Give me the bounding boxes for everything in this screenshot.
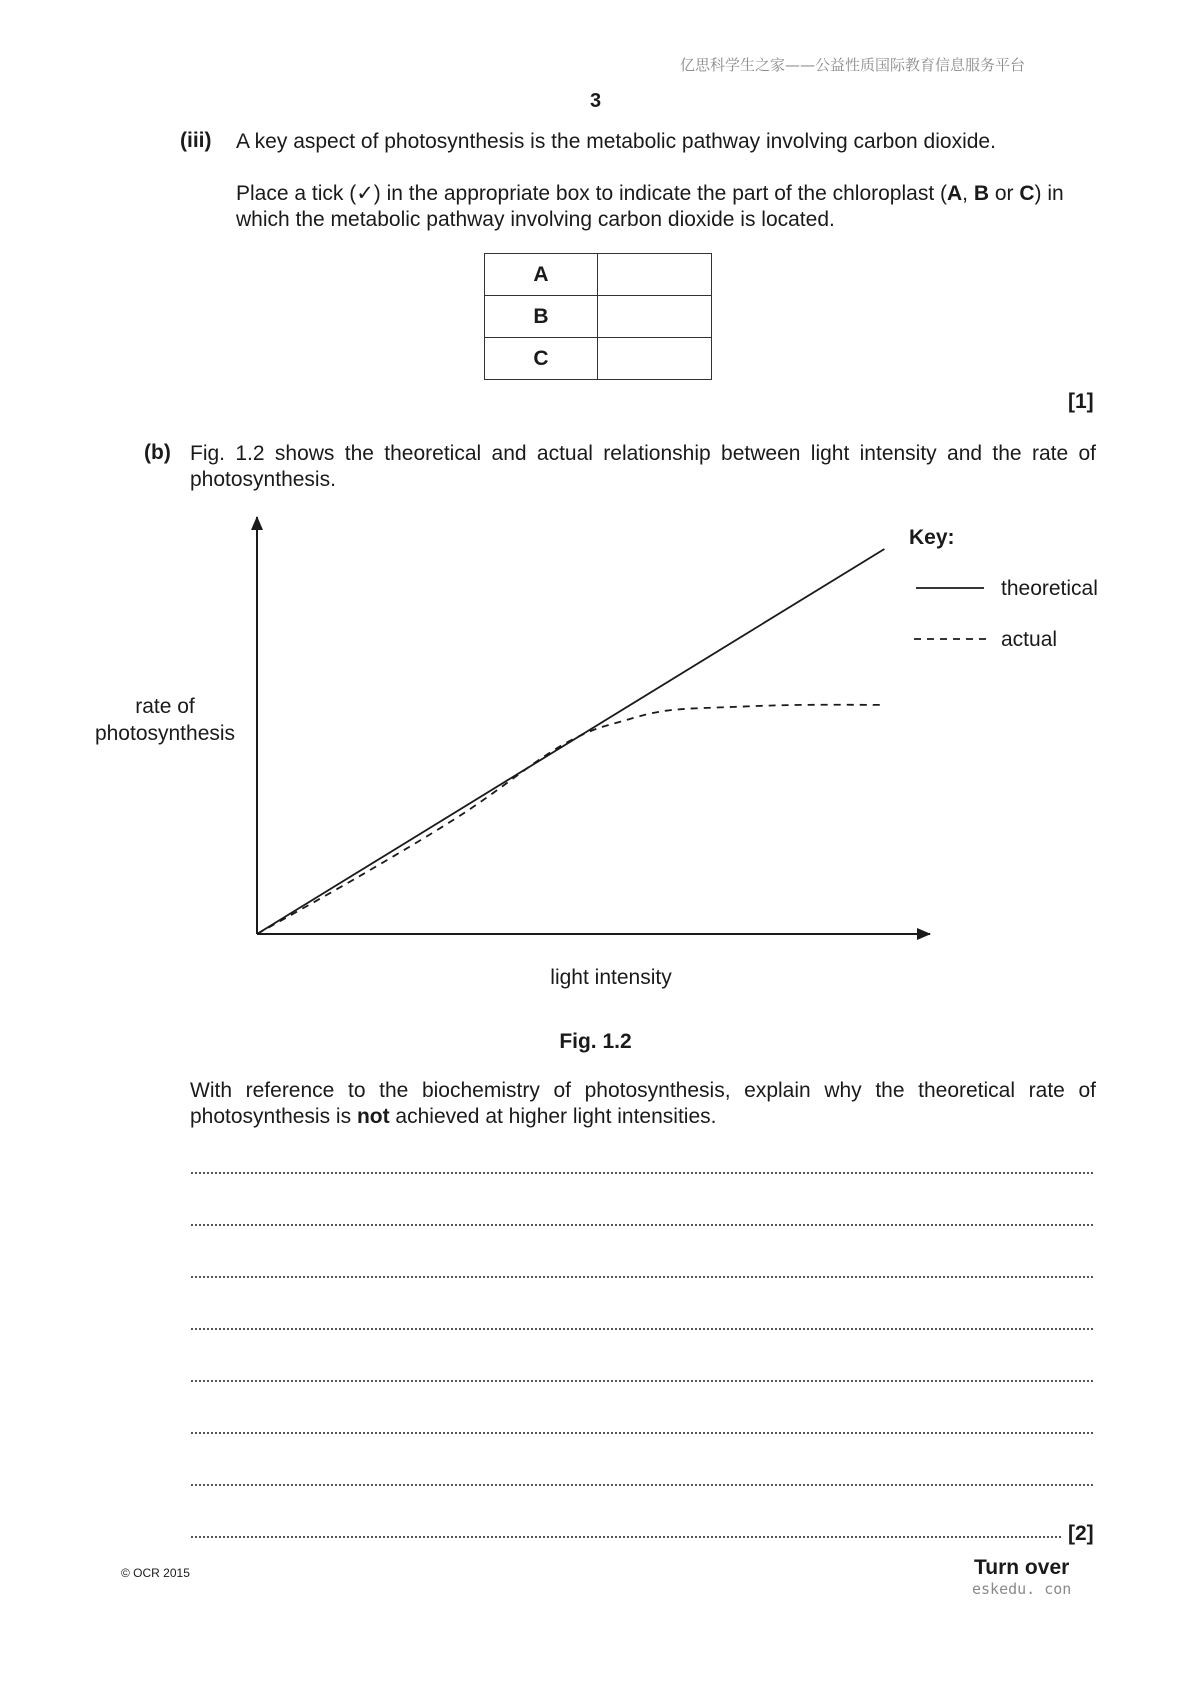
instruction-sep-2: or bbox=[989, 182, 1020, 205]
option-a-bold: A bbox=[946, 182, 963, 205]
answer-line[interactable] bbox=[191, 1224, 1093, 1226]
instruction-post: ) in which the metabolic pathway involving carbon dioxide is located. bbox=[236, 182, 1064, 231]
answer-line[interactable] bbox=[191, 1276, 1093, 1278]
question-b-prompt bbox=[190, 1078, 1096, 1130]
legend-entry-actual: actual bbox=[1001, 628, 1058, 651]
prompt-pre: With reference to the biochemistry of photosynthesis, explain why the theoretical rate of photosynthesis is bbox=[190, 1079, 1096, 1128]
watermark-top: 亿思科学生之家——公益性质国际教育信息服务平台 bbox=[680, 56, 1026, 74]
question-b-text: Fig. 1.2 shows the theoretical and actual relationship between light intensity and the rate of photosynthesis. bbox=[190, 442, 1096, 491]
legend-title: Key: bbox=[909, 526, 955, 549]
turn-over: Turn over bbox=[974, 1556, 1070, 1579]
page-number: 3 bbox=[589, 90, 602, 112]
question-label-b: (b) bbox=[144, 441, 171, 464]
prompt-bold-not: not bbox=[356, 1105, 390, 1128]
instruction-sep-1: , bbox=[962, 182, 974, 205]
legend-entry-theoretical: theoretical bbox=[1001, 577, 1098, 600]
y-axis-label-line-2: photosynthesis bbox=[94, 722, 236, 745]
copyright: © OCR 2015 bbox=[121, 1566, 190, 1580]
series-actual-line bbox=[257, 705, 884, 934]
table-row-label: C bbox=[485, 338, 598, 380]
answer-line[interactable] bbox=[191, 1536, 1061, 1538]
table-row-label: A bbox=[485, 254, 598, 296]
answer-line[interactable] bbox=[191, 1432, 1093, 1434]
instruction-pre: Place a tick (✓) in the appropriate box to indicate the part of the chloroplast ( bbox=[236, 182, 947, 205]
option-c-bold: C bbox=[1019, 182, 1035, 205]
marks-iii: [1] bbox=[1068, 390, 1094, 413]
prompt-post: achieved at higher light intensities. bbox=[389, 1105, 717, 1128]
answer-line[interactable] bbox=[191, 1328, 1093, 1330]
table-row-label: B bbox=[485, 296, 598, 338]
y-axis-label-line-1: rate of bbox=[135, 695, 195, 718]
answer-line[interactable] bbox=[191, 1172, 1093, 1174]
x-axis-label: light intensity bbox=[550, 966, 672, 989]
marks-b: [2] bbox=[1068, 1522, 1094, 1545]
answer-line[interactable] bbox=[191, 1484, 1093, 1486]
watermark-bottom: eskedu. con bbox=[972, 1580, 1072, 1598]
answer-line[interactable] bbox=[191, 1380, 1093, 1382]
option-b-bold: B bbox=[973, 182, 989, 205]
series-theoretical-line bbox=[257, 549, 884, 934]
figure-caption: Fig. 1.2 bbox=[559, 1030, 632, 1053]
question-iii-text: A key aspect of photosynthesis is the metabolic pathway involving carbon dioxide. bbox=[236, 130, 996, 153]
question-label-iii: (iii) bbox=[180, 129, 212, 152]
